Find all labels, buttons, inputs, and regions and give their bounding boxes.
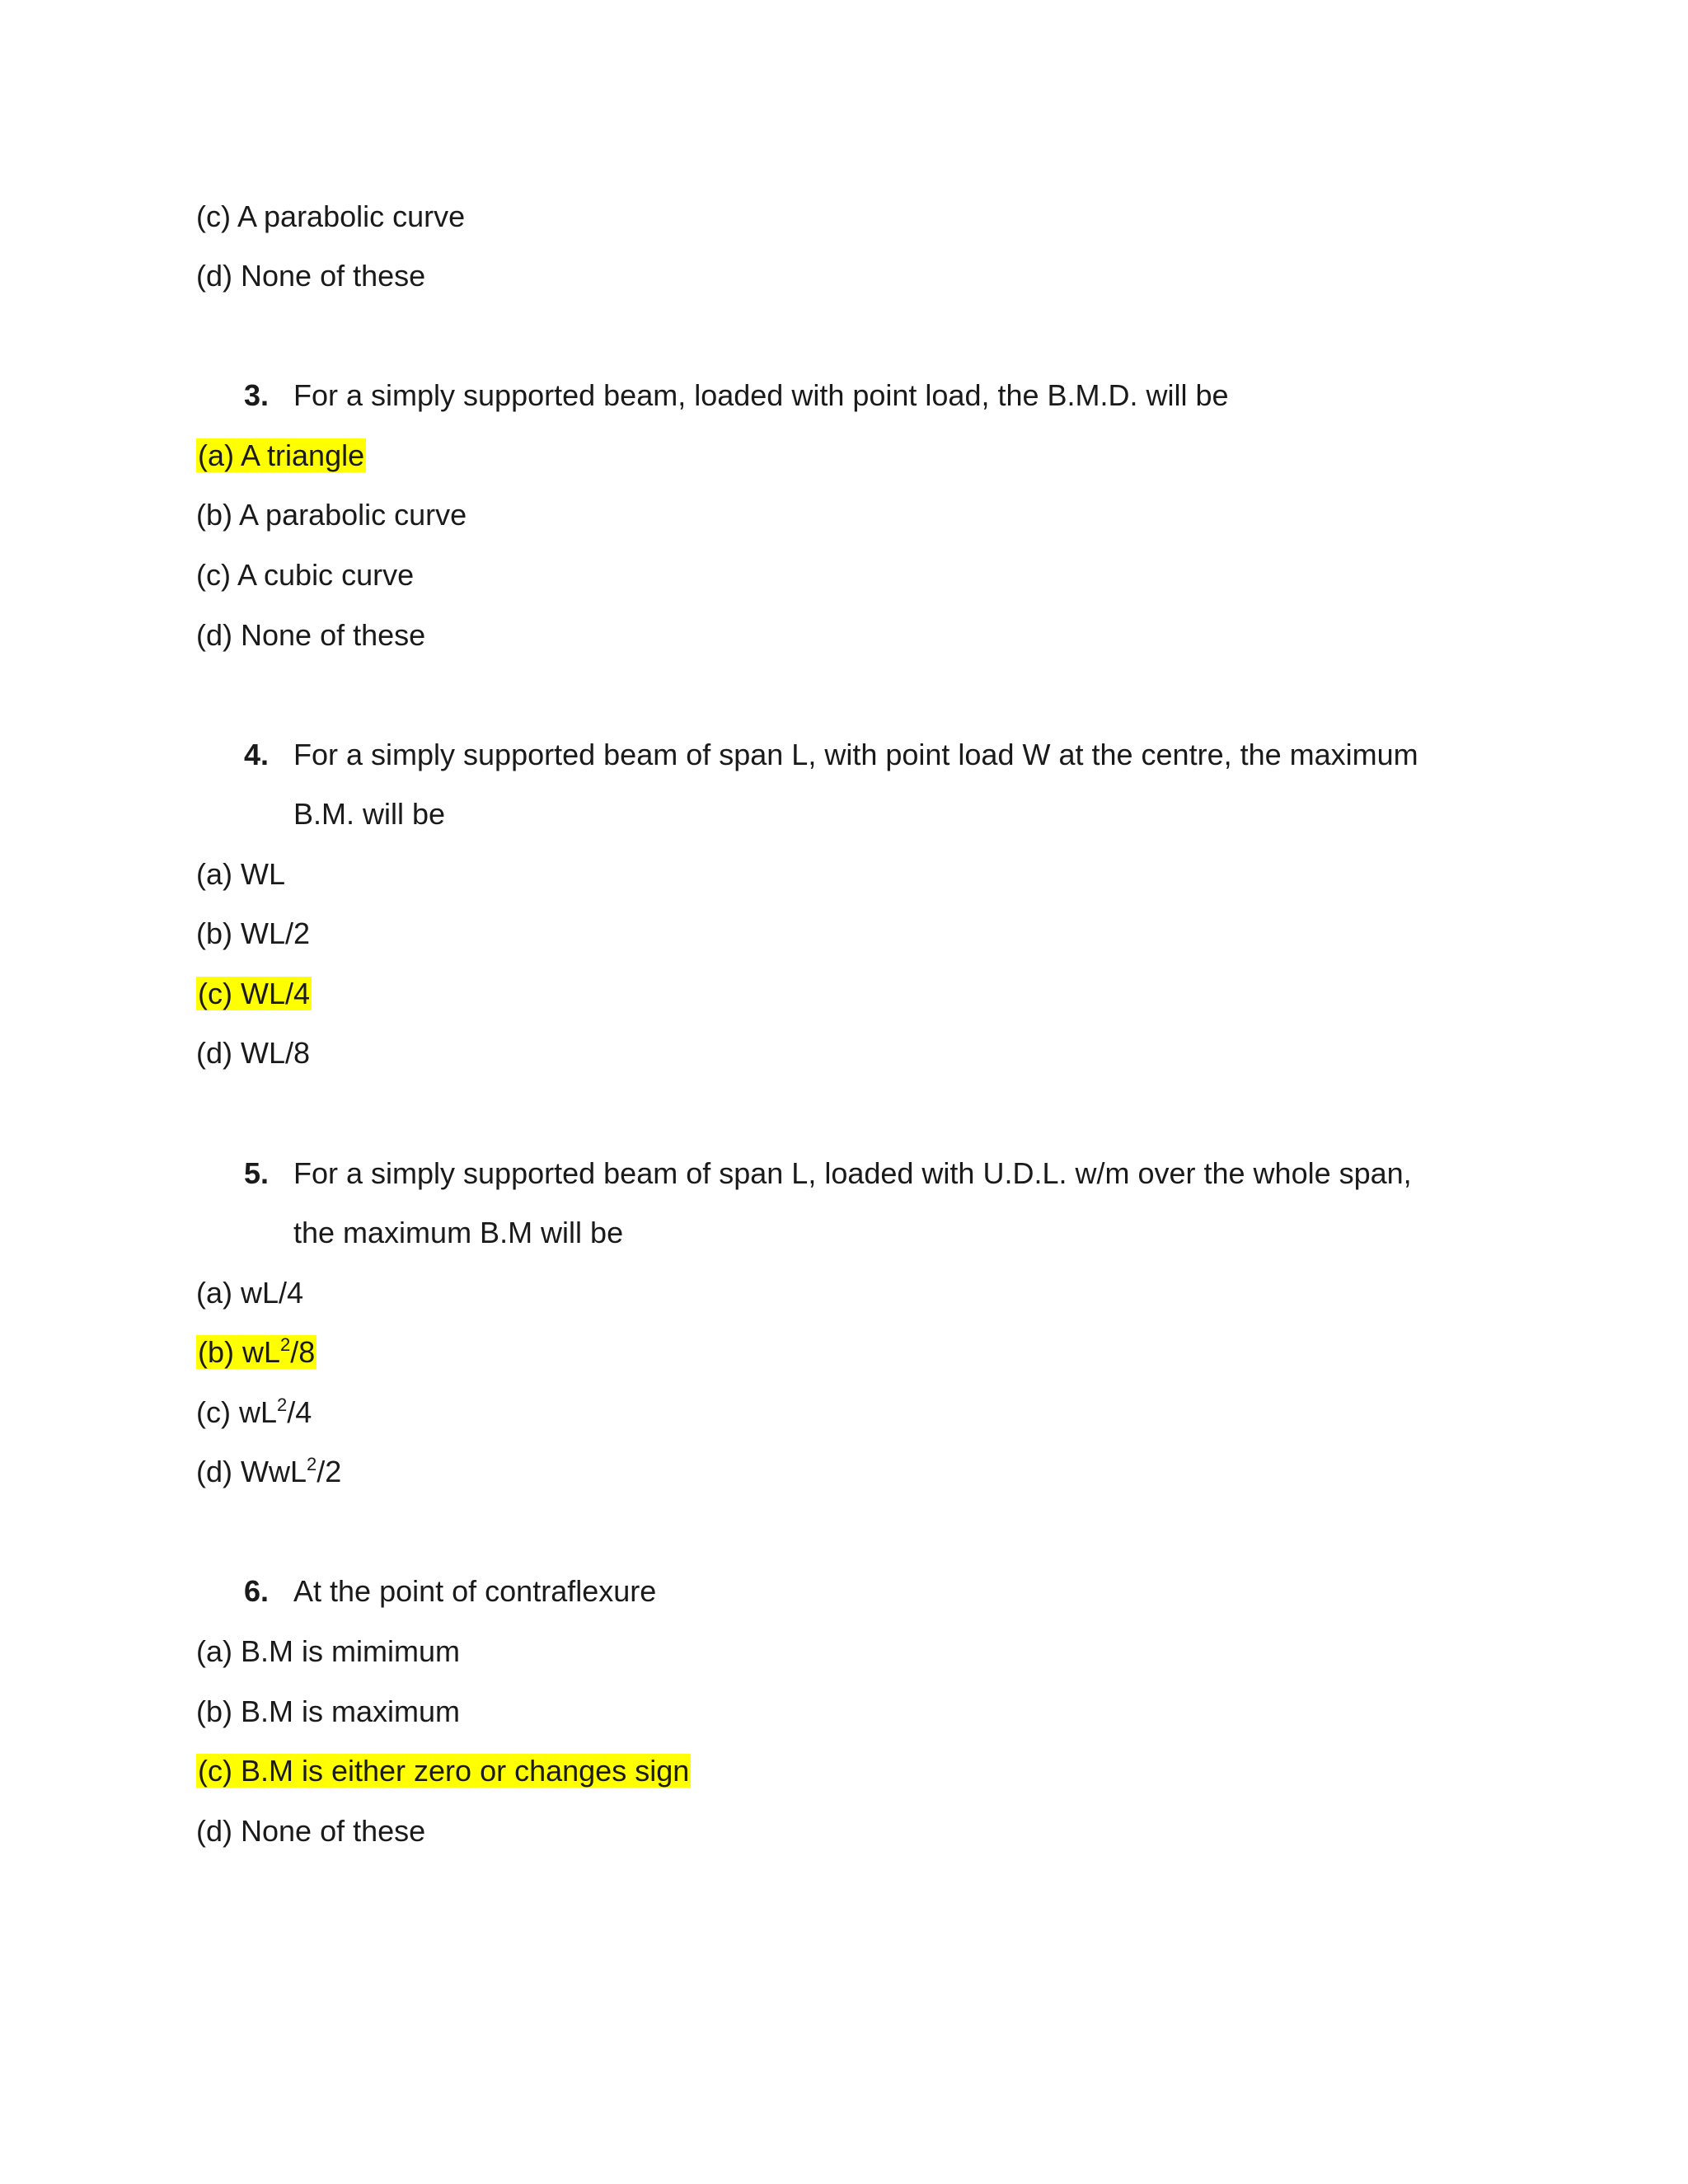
question-3-option-b: (b) A parabolic curve bbox=[196, 498, 467, 532]
question-6-option-a: (a) B.M is mimimum bbox=[196, 1634, 460, 1668]
question-3-option-d: (d) None of these bbox=[196, 618, 426, 652]
question-4-option-b: (b) WL/2 bbox=[196, 916, 311, 950]
question-3-option-c: (c) A cubic curve bbox=[196, 558, 415, 592]
question-6-text: At the point of contraflexure bbox=[293, 1574, 657, 1608]
question-5-option-a: (a) wL/4 bbox=[196, 1276, 304, 1310]
highlighted-answer: (c) B.M is either zero or changes sign bbox=[198, 1754, 690, 1788]
question-4-option-c bbox=[196, 976, 312, 1012]
carry-over-option-c: (c) A parabolic curve bbox=[196, 199, 466, 233]
question-3-number: 3. bbox=[244, 378, 270, 412]
question-4-option-d: (d) WL/8 bbox=[196, 1036, 311, 1070]
highlighted-answer: (a) A triangle bbox=[198, 438, 365, 472]
question-5-option-b bbox=[196, 1334, 316, 1371]
question-4-option-a: (a) WL bbox=[196, 857, 285, 891]
question-6-option-b: (b) B.M is maximum bbox=[196, 1694, 461, 1728]
question-5-number: 5. bbox=[244, 1156, 270, 1190]
highlighted-answer: (c) WL/4 bbox=[198, 977, 311, 1010]
question-5-option-d: (d) WwL$^2$/2 bbox=[196, 1454, 342, 1488]
question-5-option-c: (c) $wL^2/4$ bbox=[196, 1394, 312, 1429]
question-6-option-d: (d) None of these bbox=[196, 1814, 426, 1848]
carry-over-option-d: (d) None of these bbox=[196, 259, 426, 293]
question-4-number: 4. bbox=[244, 738, 270, 771]
question-4-text-line1: For a simply supported beam of span L, with point load W at the centre, the maximum bbox=[293, 738, 1418, 771]
question-3-text: For a simply supported beam, loaded with point load, the B.M.D. will be bbox=[293, 378, 1229, 412]
highlighted-answer: (b) $wL^2/8$ bbox=[198, 1334, 316, 1369]
question-4-text-line2: B.M. will be bbox=[293, 797, 446, 831]
question-5-text-line2: the maximum B.M will be bbox=[293, 1216, 624, 1249]
question-5-text-line1: For a simply supported beam of span L, loaded with U.D.L. w/m over the whole span, bbox=[293, 1156, 1412, 1190]
question-6-number: 6. bbox=[244, 1574, 270, 1608]
question-3-option-a bbox=[196, 438, 366, 474]
question-6-option-c bbox=[196, 1753, 691, 1789]
